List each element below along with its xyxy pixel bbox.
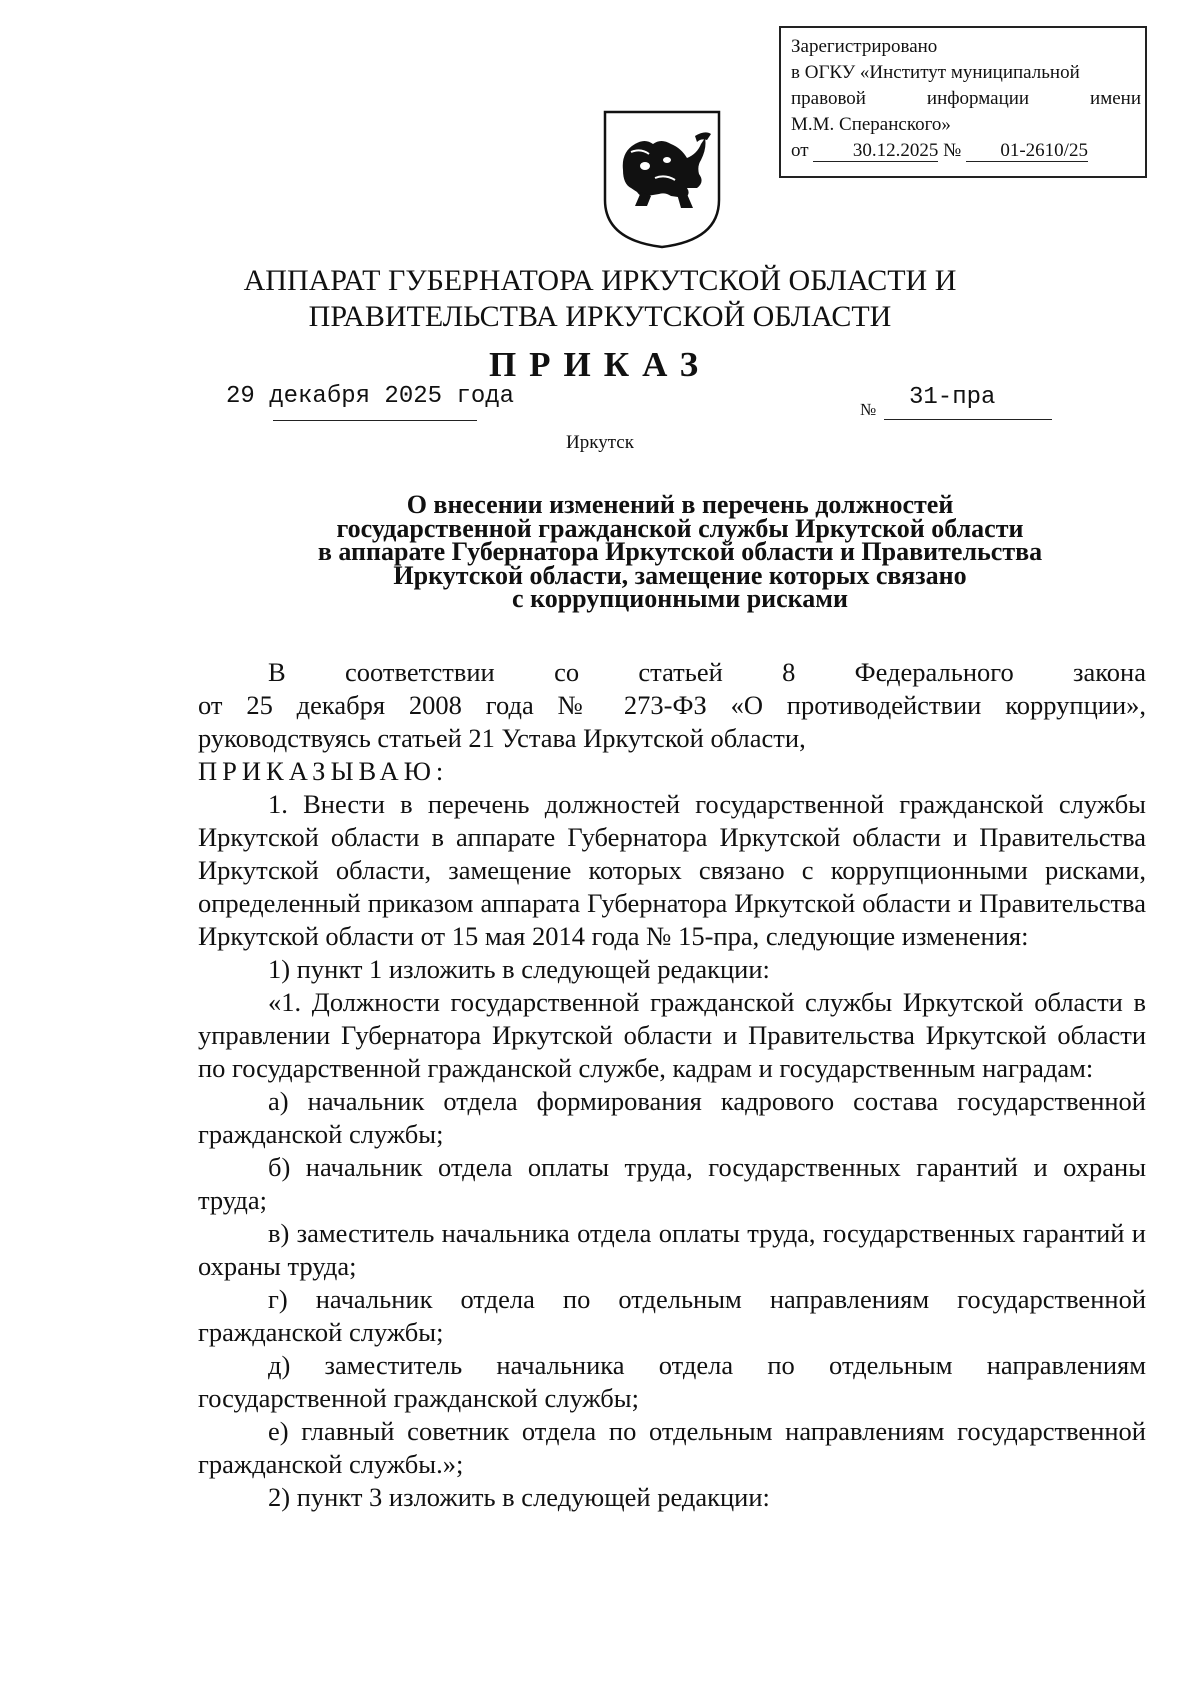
document-type: ПРИКАЗ [488, 345, 712, 384]
order-date: 29 декабря 2025 года [226, 383, 515, 410]
item-1-2: 2) пункт 3 изложить в следующей редакции: [268, 1482, 770, 1512]
organization-line-2: ПРАВИТЕЛЬСТВА ИРКУТСКОЙ ОБЛАСТИ [308, 300, 892, 333]
stamp-line-3: правовой информации имени [791, 88, 1141, 109]
sub-item-g: г) начальник отдела по отдельным направлениям государственной гражданской службы; [198, 1284, 1146, 1347]
stamp-number: 01-2610/25 [966, 141, 1088, 162]
title-line-1: О внесении изменений в перечень должностей [406, 490, 954, 519]
organization-line-1: АППАРАТ ГУБЕРНАТОРА ИРКУТСКОЙ ОБЛАСТИ И [243, 264, 957, 297]
stamp-date: 30.12.2025 [813, 141, 938, 162]
date-underline [273, 420, 477, 421]
order-number: 31-пра [909, 384, 996, 411]
preamble-rest: от 25 декабря 2008 года № 273-ФЗ «О противодействии коррупции», руководствуясь статьей 21 Устава Иркутской области, [198, 690, 1146, 753]
title-line-4: Иркутской области, замещение которых связано [393, 560, 967, 590]
quoted-item-1: «1. Должности государственной гражданской службы Иркутской области в управлении Губернатора Иркутской области и Правительства Иркутской области по государственной гражданской службе, кадрам и государственным наградам: [198, 987, 1146, 1083]
order-number-sign: № [860, 400, 877, 419]
item-1-1: 1) пункт 1 изложить в следующей редакции: [268, 954, 770, 984]
sub-item-v: в) заместитель начальника отдела оплаты труда, государственных гарантий и охраны труда; [198, 1218, 1146, 1281]
stamp-line-4: М.М. Сперанского» [791, 114, 951, 135]
sub-item-b: б) начальник отдела оплаты труда, государственных гарантий и охраны труда; [198, 1152, 1146, 1215]
stamp-line-1: Зарегистрировано [791, 36, 938, 57]
title-line-3: в аппарате Губернатора Иркутской области и Правительства [317, 537, 1043, 566]
order-word: ПРИКАЗЫВАЮ: [198, 756, 449, 786]
sub-item-a: а) начальник отдела формирования кадрового состава государственной гражданской службы; [198, 1086, 1146, 1149]
sub-item-d: д) заместитель начальника отдела по отдельным направлениям государственной гражданской службы; [198, 1350, 1146, 1413]
stamp-line-2: в ОГКУ «Институт муниципальной [791, 62, 1080, 83]
item-1: 1. Внести в перечень должностей государственной гражданской службы Иркутской области в аппарате Губернатора Иркутской области и Правительства Иркутской области, замещение которых связано с коррупционными рисками, определенный приказом аппарата Губернатора Иркутской области и Правительства Иркутской области от 15 мая 2014 года № 15-пра, следующие изменения: [198, 789, 1146, 951]
preamble-line-1: В соответствии со статьей 8 Федерального закона [268, 657, 1146, 687]
document-title [0, 490, 1200, 613]
city: Иркутск [566, 432, 634, 453]
irkutsk-coat-of-arms-icon [601, 108, 723, 250]
stamp-date-prefix: от [791, 140, 809, 161]
title-line-2: государственной гражданской службы Иркутской области [336, 513, 1024, 543]
stamp-registration-row [791, 138, 1141, 164]
registration-stamp [779, 26, 1157, 182]
stamp-number-sign: № [943, 140, 962, 161]
document-body [198, 656, 1146, 1514]
organization-name [0, 263, 1200, 335]
title-line-5: с коррупционными рисками [512, 584, 848, 613]
number-underline [884, 419, 1052, 420]
stamp-text [791, 34, 1141, 164]
sub-item-e: е) главный советник отдела по отдельным направлениям государственной гражданской службы.»; [198, 1416, 1146, 1479]
